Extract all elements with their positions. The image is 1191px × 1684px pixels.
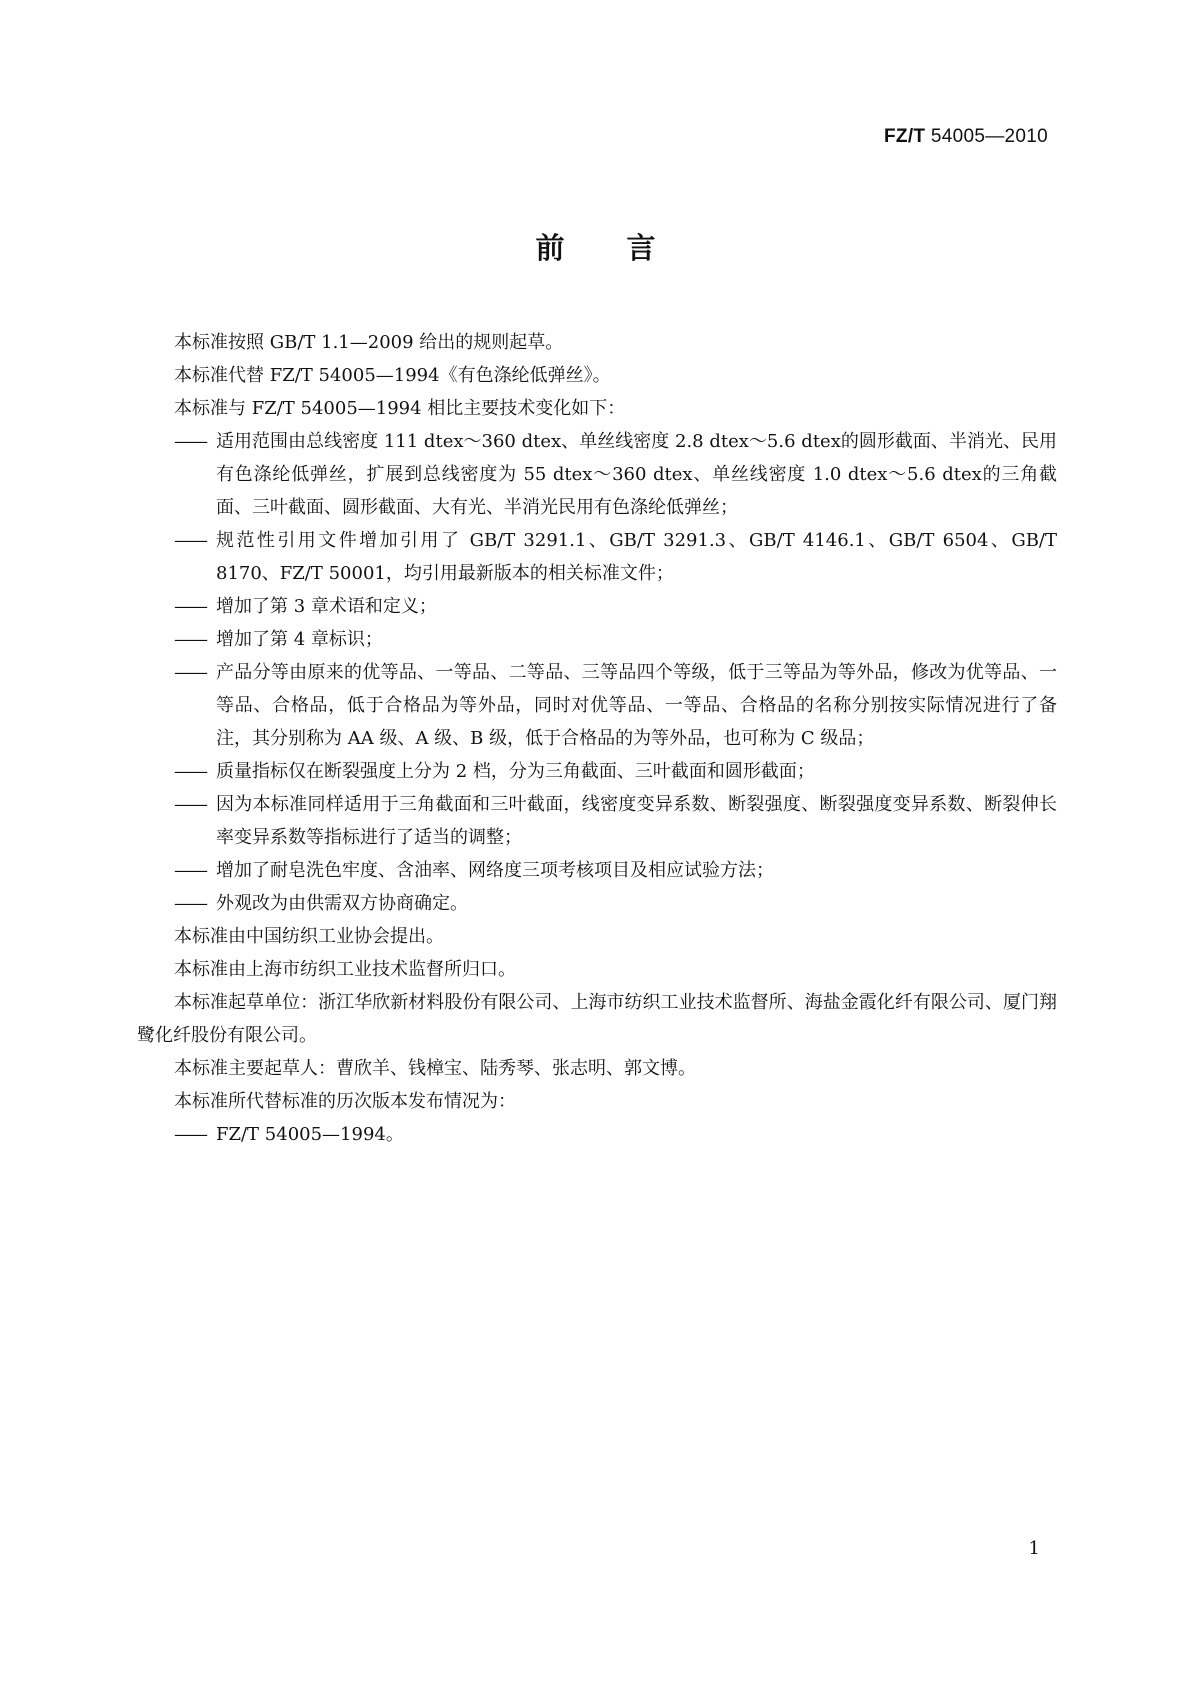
change-item-text: 质量指标仅在断裂强度上分为 2 档，分为三角截面、三叶截面和圆形截面；	[216, 761, 815, 782]
change-item	[137, 788, 1057, 854]
standard-code-prefix: FZ/T	[884, 126, 926, 147]
paragraph: 本标准所代替标准的历次版本发布情况为：	[174, 1091, 516, 1112]
change-item	[137, 887, 1057, 920]
paragraph: 本标准与 FZ/T 54005—1994 相比主要技术变化如下：	[174, 398, 626, 419]
change-item-text: 产品分等由原来的优等品、一等品、二等品、三等品四个等级，低于三等品为等外品，修改为优等品、一等品、合格品，低于合格品为等外品，同时对优等品、一等品、合格品的名称分别按实际情况进行了备注，其分别称为 AA 级、A 级、B 级，低于合格品的为等外品，也可称为 C 级品；	[216, 662, 1057, 749]
paragraph: 本标准由中国纺织工业协会提出。	[174, 926, 444, 947]
page-number: 1	[1028, 1538, 1040, 1559]
paragraph: 本标准代替 FZ/T 54005—1994《有色涤纶低弹丝》。	[174, 365, 611, 386]
dash-marker: ——	[174, 431, 206, 452]
dash-marker: ——	[174, 629, 206, 650]
dash-marker: ——	[174, 860, 206, 881]
change-item-text: 规范性引用文件增加引用了 GB/T 3291.1、GB/T 3291.3、GB/T 4146.1、GB/T 6504、GB/T 8170、FZ/T 50001，均引用最新版本的相关标准文件；	[216, 530, 1057, 584]
change-item	[137, 590, 1057, 623]
dash-marker: ——	[174, 761, 206, 782]
change-item	[137, 755, 1057, 788]
document-body	[137, 326, 1057, 1151]
paragraph: 本标准主要起草人：曹欣羊、钱樟宝、陆秀琴、张志明、郭文博。	[174, 1058, 696, 1079]
change-item-text: 增加了第 3 章术语和定义；	[216, 596, 437, 617]
paragraph: 本标准由上海市纺织工业技术监督所归口。	[174, 959, 516, 980]
change-item	[137, 623, 1057, 656]
history-item-text: FZ/T 54005—1994。	[216, 1124, 404, 1145]
change-item-text: 增加了第 4 章标识；	[216, 629, 383, 650]
change-item	[137, 524, 1057, 590]
standard-code	[884, 126, 1048, 148]
change-item-text: 外观改为由供需双方协商确定。	[216, 893, 468, 914]
dash-marker: ——	[174, 662, 206, 683]
dash-marker: ——	[174, 893, 206, 914]
change-item	[137, 854, 1057, 887]
standard-code-number: 54005—2010	[925, 126, 1048, 147]
history-item	[137, 1118, 1057, 1151]
paragraph: 本标准按照 GB/T 1.1—2009 给出的规则起草。	[174, 332, 564, 353]
dash-marker: ——	[174, 1124, 206, 1145]
page-title: 前言	[535, 231, 718, 265]
paragraph: 本标准起草单位：浙江华欣新材料股份有限公司、上海市纺织工业技术监督所、海盐金霞化纤有限公司、厦门翔鹭化纤股份有限公司。	[137, 992, 1057, 1046]
change-item	[137, 656, 1057, 755]
change-item-text: 增加了耐皂洗色牢度、含油率、网络度三项考核项目及相应试验方法；	[216, 860, 774, 881]
dash-marker: ——	[174, 596, 206, 617]
change-item-text: 适用范围由总线密度 111 dtex～360 dtex、单丝线密度 2.8 dtex～5.6 dtex的圆形截面、半消光、民用有色涤纶低弹丝，扩展到总线密度为 55 dtex～360 dtex、单丝线密度 1.0 dtex～5.6 dtex的三角截面、三叶截面、圆形截面、大有光、半消光民用有色涤纶低弹丝；	[216, 431, 1057, 518]
dash-marker: ——	[174, 794, 206, 815]
change-item	[137, 425, 1057, 524]
change-item-text: 因为本标准同样适用于三角截面和三叶截面，线密度变异系数、断裂强度、断裂强度变异系数、断裂伸长率变异系数等指标进行了适当的调整；	[216, 794, 1057, 848]
dash-marker: ——	[174, 530, 206, 551]
